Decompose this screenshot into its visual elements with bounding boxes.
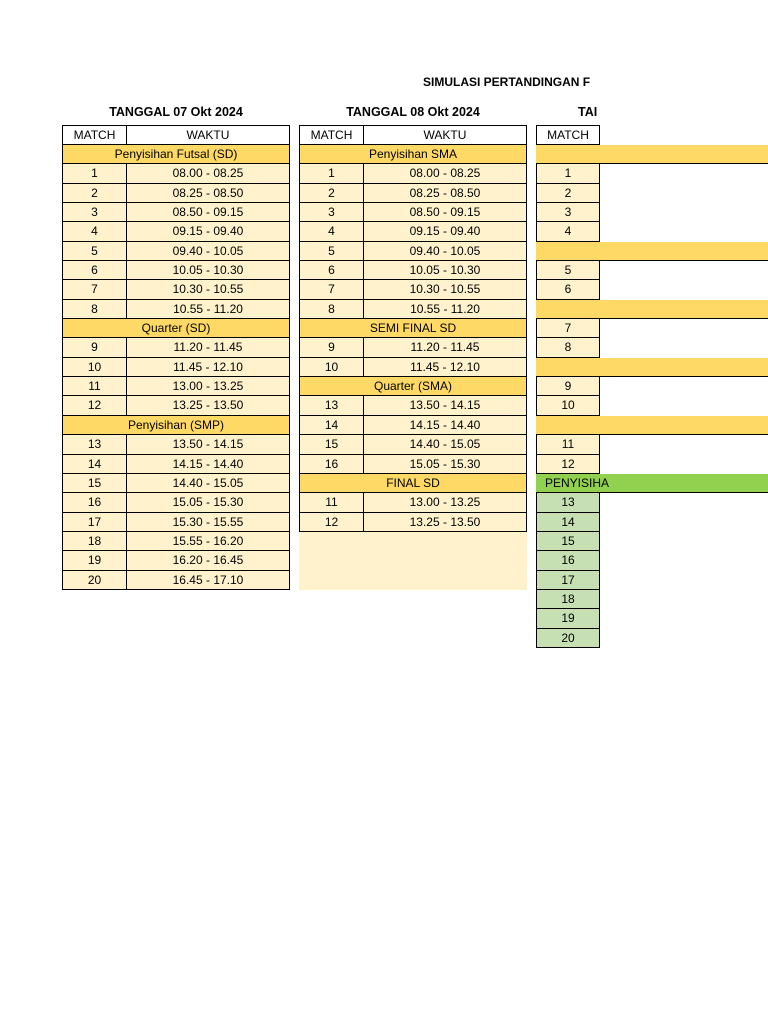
section-label [536,242,768,260]
match-time [600,455,763,474]
section-label: FINAL SD [386,475,440,490]
match-number: 19 [536,609,600,628]
table-row [299,184,527,203]
table-row [62,300,290,319]
table-row [536,455,768,474]
match-time: 11.20 - 11.45 [127,338,290,357]
section-header-row [536,242,768,261]
section-header-row [536,474,768,493]
match-time: 13.00 - 13.25 [127,377,290,396]
match-column-header: MATCH [299,125,364,145]
match-time: 10.30 - 10.55 [127,280,290,299]
match-time [600,261,763,280]
match-time [600,164,763,183]
section-label [536,416,768,434]
match-time [600,571,763,590]
section-header-row [299,377,527,396]
table-row [62,184,290,203]
match-number: 16 [62,493,127,512]
match-time [600,319,763,338]
match-time [600,184,763,203]
section-header-row [299,145,527,164]
match-number: 11 [62,377,127,396]
match-number: 8 [536,338,600,357]
section-label [536,145,768,163]
match-number: 5 [536,261,600,280]
match-number: 12 [536,455,600,474]
match-time: 08.25 - 08.50 [364,184,527,203]
match-number: 15 [299,435,364,454]
match-time: 10.05 - 10.30 [127,261,290,280]
section-label: Penyisihan (SMP) [127,417,225,432]
match-time: 16.20 - 16.45 [127,551,290,570]
table-row [299,300,527,319]
section-header-row [536,416,768,435]
table-row [299,242,527,261]
table-row [299,203,527,222]
section-header-row [536,358,768,377]
section-header-row [536,300,768,319]
match-number: 3 [62,203,127,222]
match-number: 5 [299,242,364,261]
match-column-header: MATCH [62,125,127,145]
section-header-row [62,145,290,164]
match-time [600,609,763,628]
table-row [62,222,290,241]
match-number: 17 [536,571,600,590]
match-number: 14 [536,513,600,532]
table-row [62,532,290,551]
table-row [536,377,768,396]
match-time: 11.20 - 11.45 [364,338,527,357]
match-time: 13.50 - 14.15 [127,435,290,454]
match-number: 6 [62,261,127,280]
table-row [536,280,768,299]
match-number: 7 [299,280,364,299]
match-time [600,338,763,357]
schedule-day-2 [299,105,527,590]
table-row [536,338,768,357]
table-row [536,493,768,512]
table-row [536,184,768,203]
match-time: 10.30 - 10.55 [364,280,527,299]
match-number: 9 [62,338,127,357]
match-time [600,435,763,454]
match-time: 10.05 - 10.30 [364,261,527,280]
table-row [62,551,290,570]
match-time: 15.55 - 16.20 [127,532,290,551]
match-number: 17 [62,513,127,532]
match-number: 9 [299,338,364,357]
match-time [600,203,763,222]
match-number: 10 [62,358,127,377]
day-date: TAI [578,105,598,119]
empty-row [299,532,527,551]
table-row [536,590,768,609]
match-time: 14.40 - 15.05 [364,435,527,454]
empty-row [299,551,527,570]
table-row [62,493,290,512]
table-row [62,513,290,532]
table-row [299,358,527,377]
match-time: 11.45 - 12.10 [364,358,527,377]
match-time: 14.15 - 14.40 [127,455,290,474]
table-row [536,629,768,648]
match-time: 10.55 - 11.20 [364,300,527,319]
match-number: 15 [62,474,127,493]
match-number: 2 [536,184,600,203]
table-row [62,164,290,183]
match-number: 1 [299,164,364,183]
match-time: 15.30 - 15.55 [127,513,290,532]
match-number: 13 [536,493,600,512]
table-row [299,455,527,474]
match-time: 09.40 - 10.05 [127,242,290,261]
match-column-header: MATCH [536,125,600,145]
match-number: 20 [62,571,127,590]
section-header-row [62,416,290,435]
match-number: 10 [536,396,600,415]
match-number: 18 [62,532,127,551]
match-number: 15 [536,532,600,551]
match-number: 1 [62,164,127,183]
match-time: 13.00 - 13.25 [364,493,527,512]
match-time: 13.25 - 13.50 [127,396,290,415]
section-label: SEMI FINAL SD [369,321,457,336]
match-number: 5 [62,242,127,261]
match-time: 08.25 - 08.50 [127,184,290,203]
table-row [536,203,768,222]
table-header [62,125,290,145]
match-time: 08.00 - 08.25 [364,164,527,183]
table-row [299,493,527,512]
match-time [600,551,763,570]
table-row [536,435,768,454]
match-time [600,396,763,415]
match-number: 4 [536,222,600,241]
table-row [62,396,290,415]
table-row [536,164,768,183]
table-row [62,203,290,222]
match-time: 14.40 - 15.05 [127,474,290,493]
table-row [299,261,527,280]
match-number: 18 [536,590,600,609]
match-number: 8 [299,300,364,319]
match-number: 16 [536,551,600,570]
section-label: Quarter (SMA) [373,379,452,394]
match-number: 2 [299,184,364,203]
table-row [62,242,290,261]
match-time: 11.45 - 12.10 [127,358,290,377]
table-row [299,513,527,532]
table-row [62,338,290,357]
table-row [62,377,290,396]
table-row [62,358,290,377]
waktu-column-header: WAKTU [364,125,527,145]
table-row [62,474,290,493]
page-title: SIMULASI PERTANDINGAN F [423,75,591,89]
waktu-column-header [600,125,763,145]
match-number: 1 [536,164,600,183]
section-header-row [299,474,527,493]
match-number: 13 [299,396,364,415]
match-number: 9 [536,377,600,396]
waktu-column-header: WAKTU [127,125,290,145]
schedule-day-1 [62,105,290,590]
section-label: Quarter (SD) [141,321,211,336]
match-number: 2 [62,184,127,203]
section-label: Penyisihan Futsal (SD) [114,147,238,161]
match-number: 14 [62,455,127,474]
section-label [536,358,768,376]
match-time: 08.00 - 08.25 [127,164,290,183]
match-time: 09.15 - 09.40 [127,222,290,241]
match-time: 15.05 - 15.30 [127,493,290,512]
match-time: 08.50 - 09.15 [127,203,290,222]
match-time [600,532,763,551]
section-header-row [536,145,768,164]
match-time [600,629,763,648]
match-time: 16.45 - 17.10 [127,571,290,590]
table-row [62,455,290,474]
match-number: 20 [536,629,600,648]
match-number: 6 [536,280,600,299]
match-time: 09.15 - 09.40 [364,222,527,241]
schedule-day-3 [536,105,768,648]
match-number: 16 [299,455,364,474]
match-time: 14.15 - 14.40 [364,416,527,435]
table-row [536,261,768,280]
match-time [600,590,763,609]
section-label: Penyisihan SMA [368,147,458,161]
table-row [62,435,290,454]
table-row [536,513,768,532]
match-number: 4 [299,222,364,241]
table-row [536,571,768,590]
match-time: 10.55 - 11.20 [127,300,290,319]
table-row [299,338,527,357]
match-time [600,377,763,396]
match-number: 3 [536,203,600,222]
section-header-row [299,319,527,338]
match-number: 19 [62,551,127,570]
table-row [299,280,527,299]
match-number: 8 [62,300,127,319]
table-row [536,396,768,415]
match-number: 12 [62,396,127,415]
day-date: TANGGAL 08 Okt 2024 [346,105,480,119]
table-row [62,280,290,299]
match-number: 13 [62,435,127,454]
table-row [536,551,768,570]
table-row [299,222,527,241]
table-row [299,435,527,454]
match-time [600,280,763,299]
table-row [299,164,527,183]
match-time: 08.50 - 09.15 [364,203,527,222]
match-number: 14 [299,416,364,435]
match-time: 13.25 - 13.50 [364,513,527,532]
empty-row [299,571,527,590]
match-number: 6 [299,261,364,280]
match-time: 09.40 - 10.05 [364,242,527,261]
section-header-row [62,319,290,338]
match-number: 11 [536,435,600,454]
match-number: 10 [299,358,364,377]
table-row [536,222,768,241]
match-number: 11 [299,493,364,512]
match-number: 4 [62,222,127,241]
table-header [299,125,527,145]
match-number: 7 [62,280,127,299]
table-row [536,532,768,551]
match-number: 3 [299,203,364,222]
section-label [536,300,768,318]
table-row [536,319,768,338]
match-number: 12 [299,513,364,532]
match-time [600,513,763,532]
match-number: 7 [536,319,600,338]
match-time: 15.05 - 15.30 [364,455,527,474]
table-row [536,609,768,628]
section-label: PENYISIHA [545,475,610,490]
table-row [62,261,290,280]
table-header [536,125,768,145]
table-row [62,571,290,590]
match-time [600,493,763,512]
table-row [299,396,527,415]
day-date: TANGGAL 07 Okt 2024 [109,105,243,119]
match-time: 13.50 - 14.15 [364,396,527,415]
match-time [600,222,763,241]
table-row [299,416,527,435]
